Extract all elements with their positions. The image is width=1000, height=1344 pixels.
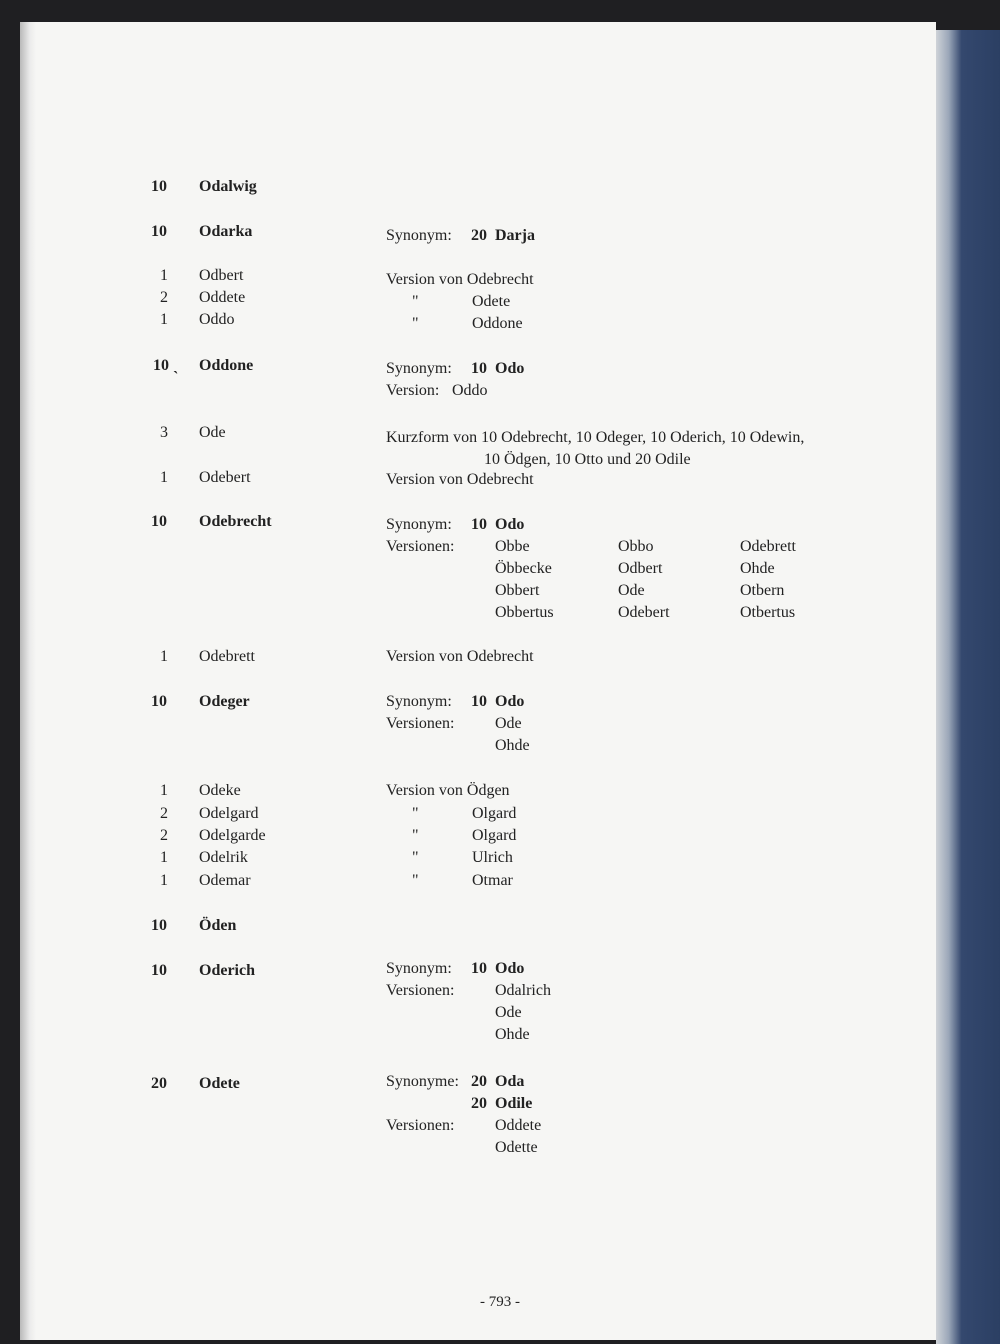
entry-name: Odbert: [199, 267, 244, 284]
synonym-label: Synonym:: [386, 960, 452, 977]
versions-label: Versionen:: [386, 982, 455, 999]
synonym-number: 20: [471, 1095, 487, 1112]
versions-label: Versionen:: [386, 1117, 455, 1134]
entry-number: 10: [151, 962, 167, 979]
entry-definition: Version von Odebrecht: [386, 271, 534, 288]
entry-name: Odebrett: [199, 648, 255, 665]
version-value: Ohde: [495, 737, 530, 754]
synonym-value: Oda: [495, 1073, 525, 1090]
version-value: Obbe: [495, 538, 530, 555]
entry-number: 3: [160, 424, 168, 441]
entry-definition: Version von Ödgen: [386, 782, 510, 799]
entry-name: Odeger: [199, 693, 250, 710]
entry-name: Öden: [199, 917, 237, 934]
version-value: Otbern: [740, 582, 785, 599]
entry-definition-line1: Kurzform von 10 Odebrecht, 10 Odeger, 10 Oderich, 10 Odewin,: [386, 429, 805, 446]
entry-definition: Version von Odebrecht: [386, 648, 534, 665]
entry-name: Odebrecht: [199, 513, 272, 530]
entry-definition: Oddone: [472, 315, 523, 332]
entry-number: 2: [160, 827, 168, 844]
synonym-number: 10: [471, 360, 487, 377]
version-value: Obbert: [495, 582, 540, 599]
entry-name: Ode: [199, 424, 226, 441]
ditto-mark: ": [412, 849, 419, 866]
synonym-label: Synonym:: [386, 516, 452, 533]
version-value: Ode: [495, 715, 522, 732]
entry-number: 10: [151, 917, 167, 934]
entry-number: 2: [160, 289, 168, 306]
synonym-value: Odo: [495, 693, 525, 710]
entry-number: 1: [160, 469, 168, 486]
entry-name: Odelgard: [199, 805, 259, 822]
entry-definition: Olgard: [472, 827, 517, 844]
version-value: Ode: [495, 1004, 522, 1021]
synonym-number: 20: [471, 1073, 487, 1090]
book-cover-edge: [936, 30, 1000, 1344]
version-value: Otbertus: [740, 604, 796, 621]
page-number: - 793 -: [480, 1294, 520, 1310]
version-value: Oddo: [452, 382, 488, 399]
entry-name: Odeke: [199, 782, 241, 799]
synonym-value: Odo: [495, 360, 525, 377]
synonym-value: Odo: [495, 516, 525, 533]
entry-name: Oderich: [199, 962, 255, 979]
entry-number: 10: [151, 513, 167, 530]
entry-name: Oddo: [199, 311, 235, 328]
synonym-label: Synonym:: [386, 693, 452, 710]
synonym-label: Synonym:: [386, 227, 452, 244]
entry-name: Odete: [199, 1075, 240, 1092]
entry-name: Odelgarde: [199, 827, 266, 844]
entry-number: 1: [160, 782, 168, 799]
ditto-mark: ": [412, 315, 419, 332]
entry-name: Odelrik: [199, 849, 248, 866]
synonym-value: Darja: [495, 227, 535, 244]
entry-name: Odebert: [199, 469, 251, 486]
entry-definition: Olgard: [472, 805, 517, 822]
entry-number: 10: [151, 223, 167, 240]
entry-number: 1: [160, 267, 168, 284]
entry-number: 2: [160, 805, 168, 822]
version-label: Version:: [386, 382, 440, 399]
versions-label: Versionen:: [386, 538, 455, 555]
version-value: Öbbecke: [495, 560, 552, 577]
entry-name: Odalwig: [199, 178, 257, 195]
entry-definition: Otmar: [472, 872, 513, 889]
versions-label: Versionen:: [386, 715, 455, 732]
entry-number: 10: [151, 693, 167, 710]
entry-number: 10 ˎ: [153, 357, 179, 374]
version-value: Odebrett: [740, 538, 796, 555]
synonym-number: 10: [471, 960, 487, 977]
entry-definition: Version von Odebrecht: [386, 471, 534, 488]
page-gutter-shadow: [20, 22, 36, 1340]
entry-definition: Ulrich: [472, 849, 513, 866]
synonym-value: Odile: [495, 1095, 533, 1112]
version-value: Odalrich: [495, 982, 551, 999]
version-value: Obbo: [618, 538, 654, 555]
synonym-value: Odo: [495, 960, 525, 977]
entry-name: Odemar: [199, 872, 251, 889]
entry-name: Odarka: [199, 223, 253, 240]
entry-name: Oddete: [199, 289, 246, 306]
entry-definition-line2: 10 Ödgen, 10 Otto und 20 Odile: [484, 451, 691, 468]
entry-number: 10: [151, 178, 167, 195]
version-value: Odette: [495, 1139, 538, 1156]
entry-number: 1: [160, 648, 168, 665]
entry-number: 1: [160, 849, 168, 866]
synonym-number: 20: [471, 227, 487, 244]
version-value: Ohde: [740, 560, 775, 577]
version-value: Ohde: [495, 1026, 530, 1043]
entry-number: 1: [160, 872, 168, 889]
book-page: [20, 22, 936, 1340]
ditto-mark: ": [412, 872, 419, 889]
synonym-number: 10: [471, 516, 487, 533]
ditto-mark: ": [412, 293, 419, 310]
synonyms-label: Synonyme:: [386, 1073, 459, 1090]
version-value: Obbertus: [495, 604, 554, 621]
ditto-mark: ": [412, 805, 419, 822]
synonym-number: 10: [471, 693, 487, 710]
entry-definition: Odete: [472, 293, 511, 310]
ditto-mark: ": [412, 827, 419, 844]
version-value: Odbert: [618, 560, 663, 577]
entry-number: 20: [151, 1075, 167, 1092]
entry-name: Oddone: [199, 357, 254, 374]
version-value: Ode: [618, 582, 645, 599]
version-value: Oddete: [495, 1117, 542, 1134]
entry-number: 1: [160, 311, 168, 328]
synonym-label: Synonym:: [386, 360, 452, 377]
version-value: Odebert: [618, 604, 670, 621]
